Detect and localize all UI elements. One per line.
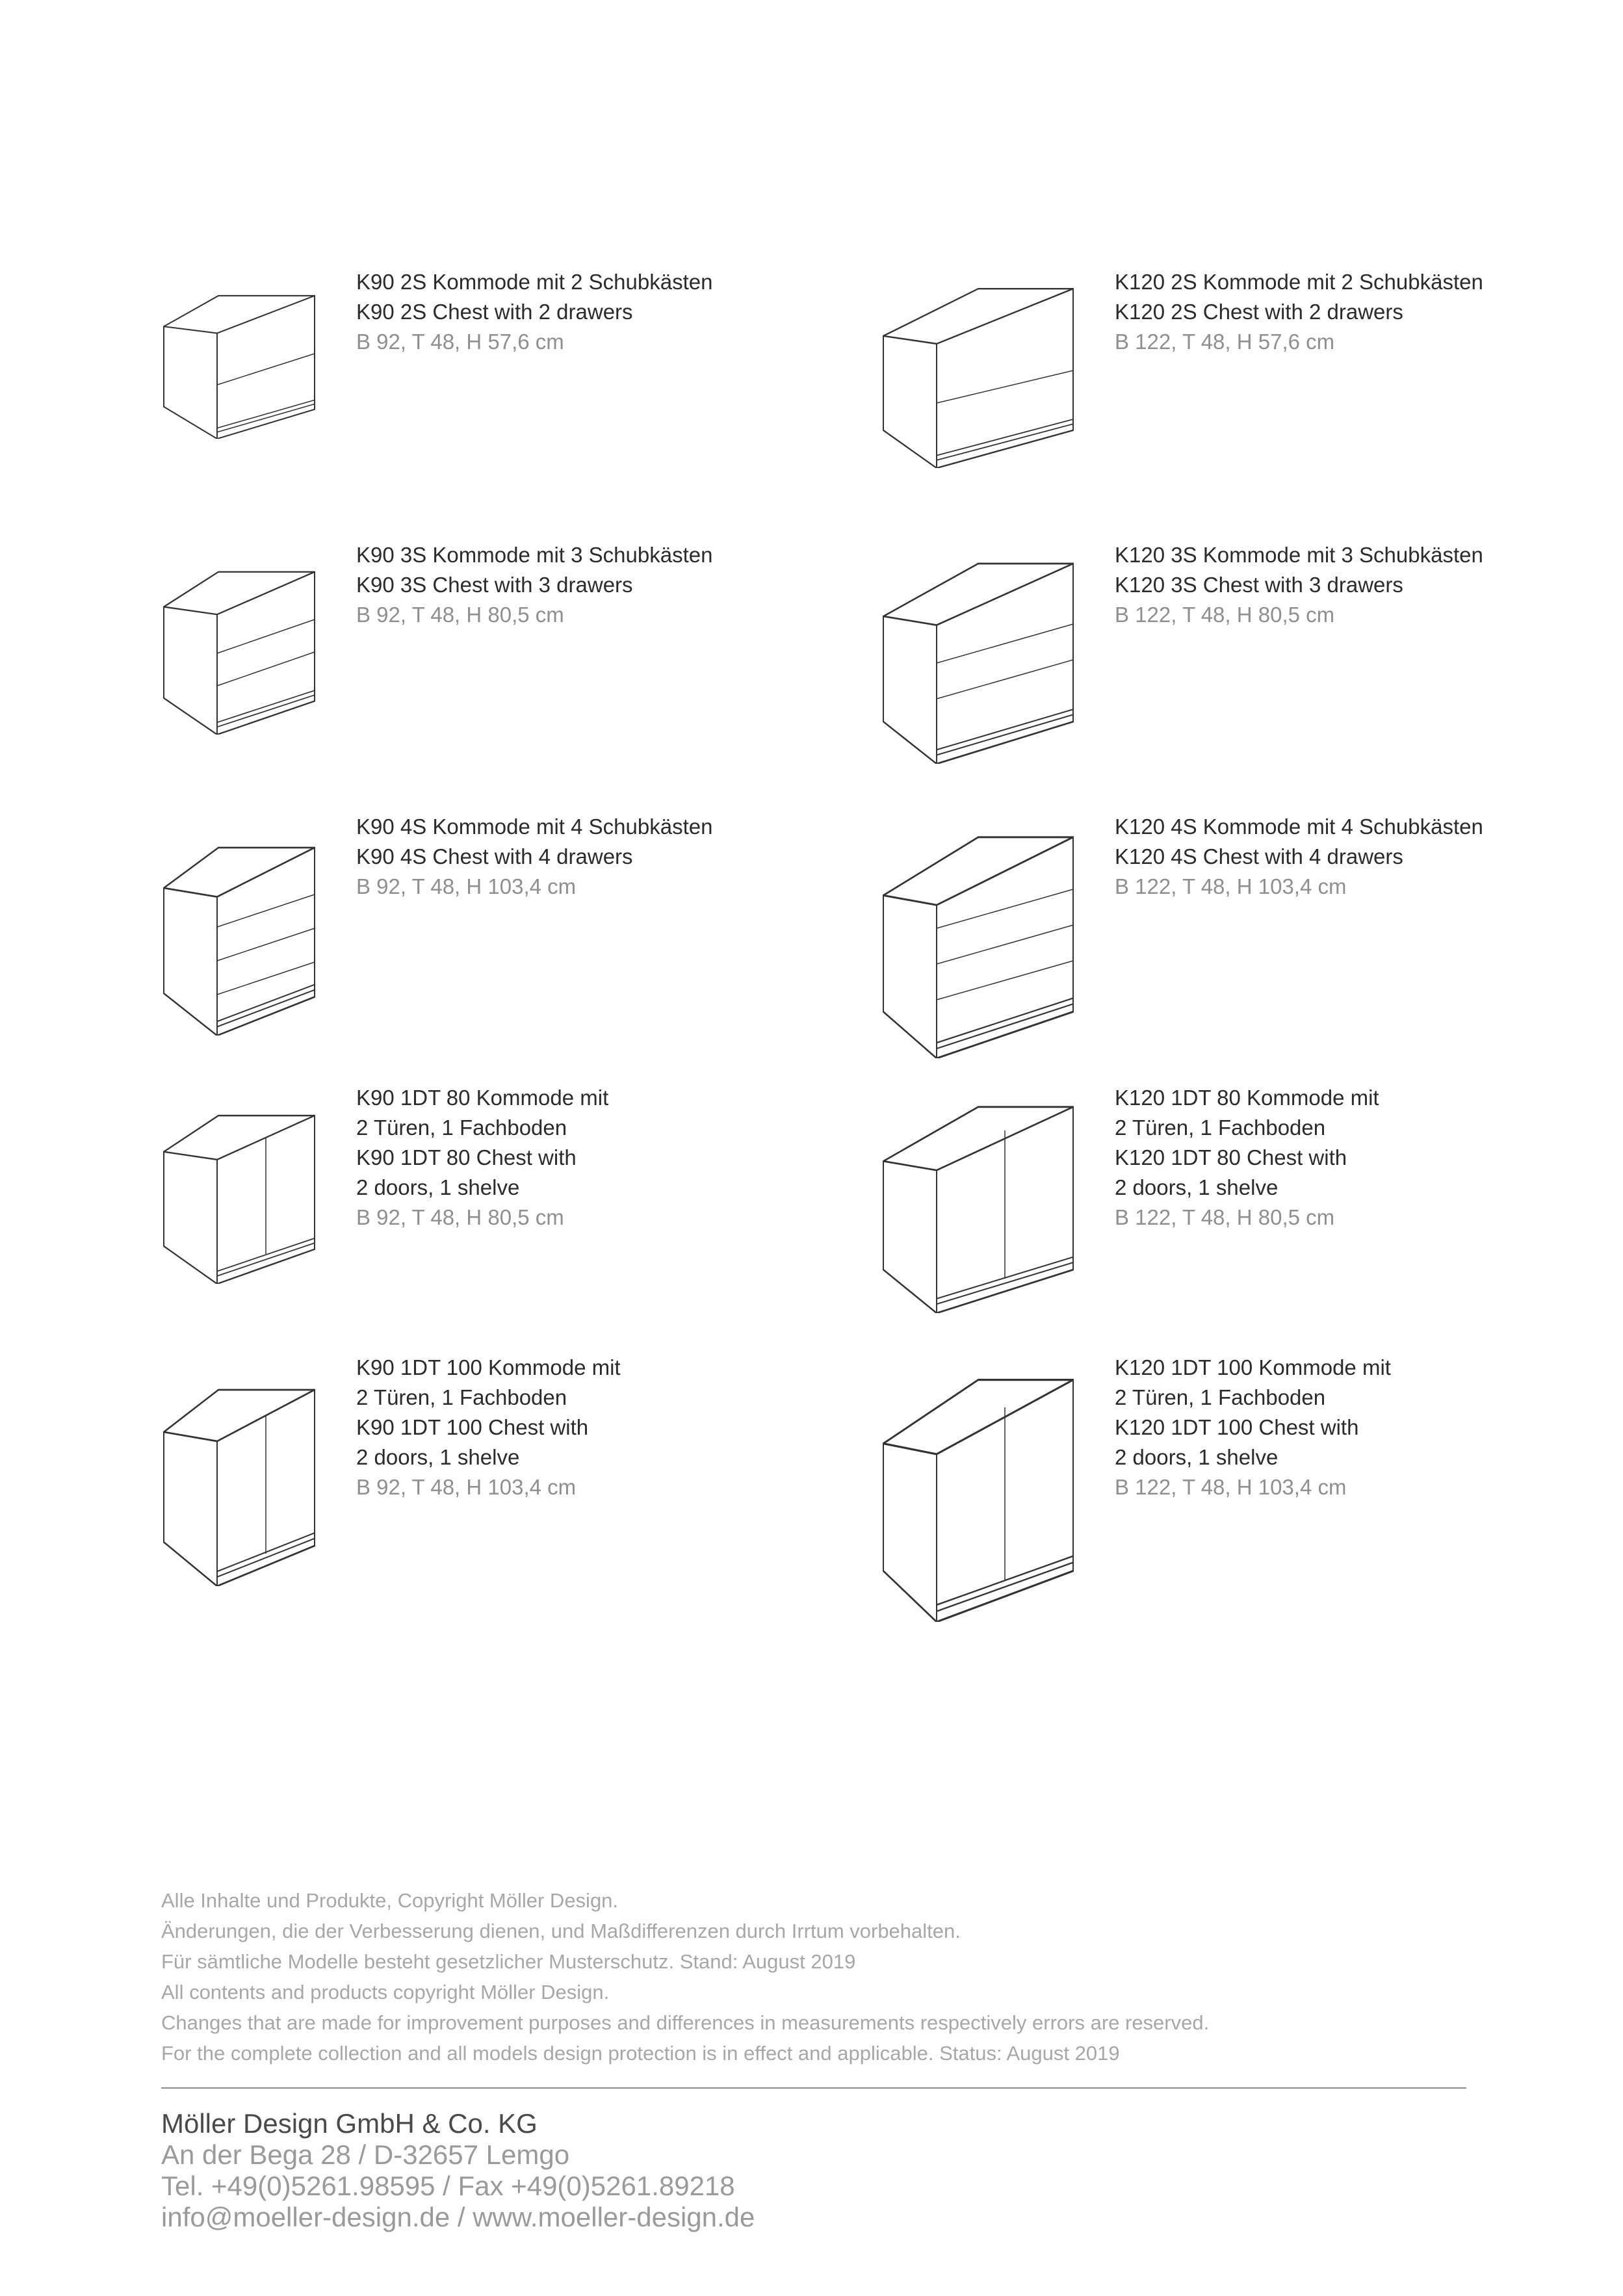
product-line: 2 doors, 1 shelve <box>1115 1445 1279 1469</box>
product-title: K120 1DT 100 Kommode mit <box>1115 1355 1391 1379</box>
drawer-line <box>217 894 315 927</box>
product-line: K90 1DT 100 Chest with <box>356 1415 589 1439</box>
product-line: K90 3S Chest with 3 drawers <box>356 573 633 597</box>
footer-divider <box>161 2087 1466 2089</box>
product-title: K90 1DT 100 Kommode mit <box>356 1355 621 1379</box>
drawer-line <box>937 624 1073 663</box>
product-line: K90 4S Chest with 4 drawers <box>356 844 633 868</box>
product-title: K120 2S Kommode mit 2 Schubkästen <box>1115 270 1483 294</box>
product-line: K120 4S Chest with 4 drawers <box>1115 844 1403 868</box>
drawer-line <box>937 371 1073 403</box>
product-title: K120 4S Kommode mit 4 Schubkästen <box>1115 815 1483 839</box>
product-dimensions: B 92, T 48, H 80,5 cm <box>356 603 564 627</box>
k90-1dt100-drawing <box>161 1359 317 1586</box>
phone-fax: Tel. +49(0)5261.98595 / Fax +49(0)5261.89218 <box>161 2171 735 2201</box>
footer <box>161 1885 1466 2233</box>
product-dimensions: B 122, T 48, H 57,6 cm <box>1115 330 1335 354</box>
product-line: 2 Türen, 1 Fachboden <box>1115 1385 1326 1409</box>
product-dimensions: B 92, T 48, H 103,4 cm <box>356 874 577 898</box>
product-line: K120 1DT 100 Chest with <box>1115 1415 1359 1439</box>
product-line: 2 Türen, 1 Fachboden <box>1115 1115 1326 1140</box>
product-line: K120 2S Chest with 2 drawers <box>1115 300 1403 324</box>
contact-block <box>161 2108 1466 2233</box>
email-website: info@moeller-design.de / www.moeller-design.de <box>161 2202 755 2232</box>
k120-3s-drawing <box>881 546 1076 764</box>
product-title: K90 1DT 80 Kommode mit <box>356 1086 609 1110</box>
k90-1dt80-drawing <box>161 1089 317 1284</box>
product-title: K90 3S Kommode mit 3 Schubkästen <box>356 543 713 567</box>
address: An der Bega 28 / D-32657 Lemgo <box>161 2139 570 2170</box>
product-dimensions: B 92, T 48, H 80,5 cm <box>356 1205 564 1229</box>
k90-4s-drawing <box>161 818 317 1036</box>
product-line: 2 doors, 1 shelve <box>356 1445 520 1469</box>
product-line: K120 1DT 80 Chest with <box>1115 1145 1347 1169</box>
legal-line: Änderungen, die der Verbesserung dienen, und Maßdifferenzen durch Irrtum vorbehalten. <box>161 1920 961 1942</box>
k120-2s-drawing <box>881 273 1076 468</box>
product-dimensions: B 122, T 48, H 80,5 cm <box>1115 1205 1335 1229</box>
legal-notice <box>161 1885 1466 2068</box>
product-dimensions: B 122, T 48, H 103,4 cm <box>1115 1475 1347 1499</box>
product-line: 2 Türen, 1 Fachboden <box>356 1115 567 1140</box>
drawer-line <box>937 660 1073 699</box>
product-line: 2 doors, 1 shelve <box>356 1175 520 1199</box>
product-line: K90 2S Chest with 2 drawers <box>356 300 633 324</box>
product-line: 2 doors, 1 shelve <box>1115 1175 1279 1199</box>
legal-line: All contents and products copyright Möller Design. <box>161 1981 610 2003</box>
product-line: K120 3S Chest with 3 drawers <box>1115 573 1403 597</box>
legal-line: For the complete collection and all models design protection is in effect and applicable. Status: August 2019 <box>161 2042 1120 2065</box>
k90-2s-drawing <box>161 273 317 439</box>
product-title: K120 1DT 80 Kommode mit <box>1115 1086 1379 1110</box>
product-title: K120 3S Kommode mit 3 Schubkästen <box>1115 543 1483 567</box>
drawer-line <box>217 620 315 653</box>
product-dimensions: B 92, T 48, H 57,6 cm <box>356 330 564 354</box>
drawer-line <box>217 652 315 686</box>
product-line: K90 1DT 80 Chest with <box>356 1145 577 1169</box>
product-line: 2 Türen, 1 Fachboden <box>356 1385 567 1409</box>
drawer-line <box>937 925 1073 964</box>
k120-4s-drawing <box>881 818 1076 1058</box>
drawer-line <box>937 961 1073 1000</box>
legal-line: Alle Inhalte und Produkte, Copyright Möller Design. <box>161 1889 619 1912</box>
company-name: Möller Design GmbH & Co. KG <box>161 2108 538 2139</box>
product-dimensions: B 122, T 48, H 103,4 cm <box>1115 874 1347 898</box>
product-title: K90 2S Kommode mit 2 Schubkästen <box>356 270 713 294</box>
drawer-line <box>217 928 315 961</box>
k120-1dt100-drawing <box>881 1359 1076 1622</box>
drawer-line <box>217 354 315 385</box>
k120-1dt80-drawing <box>881 1089 1076 1313</box>
product-title: K90 4S Kommode mit 4 Schubkästen <box>356 815 713 839</box>
legal-line: Für sämtliche Modelle besteht gesetzlicher Musterschutz. Stand: August 2019 <box>161 1950 856 1973</box>
k90-3s-drawing <box>161 546 317 735</box>
product-dimensions: B 122, T 48, H 80,5 cm <box>1115 603 1335 627</box>
legal-line: Changes that are made for improvement purposes and differences in measurements respectively errors are reserved. <box>161 2011 1210 2034</box>
product-dimensions: B 92, T 48, H 103,4 cm <box>356 1475 577 1499</box>
